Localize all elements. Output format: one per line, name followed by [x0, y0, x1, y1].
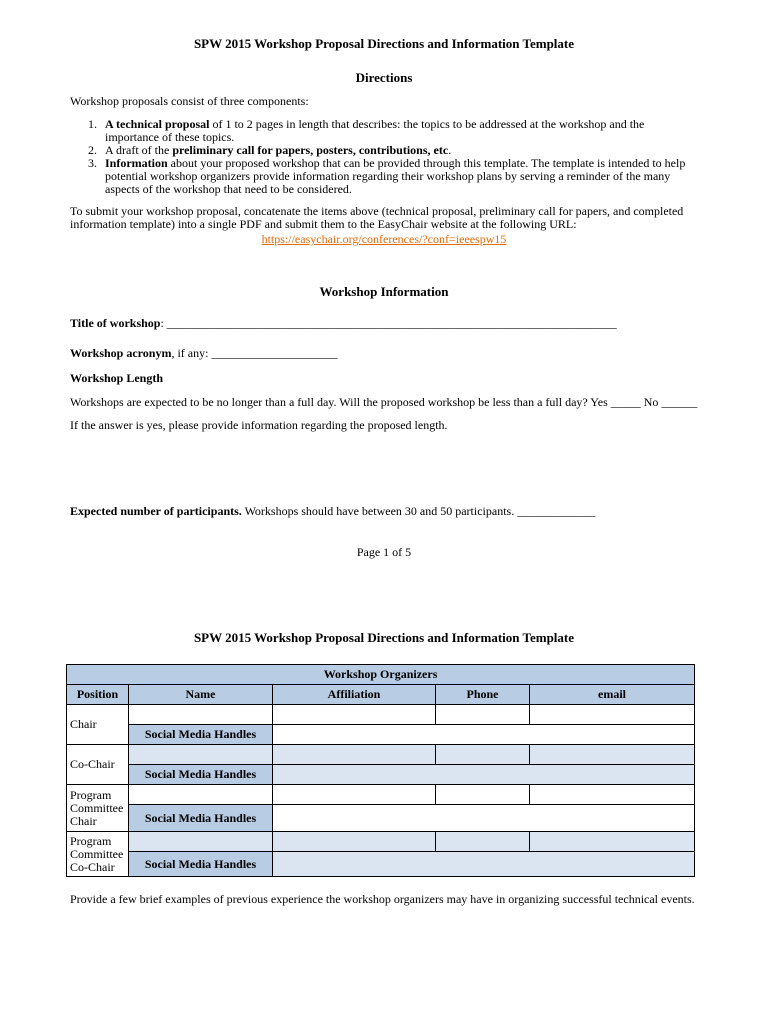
position-cell: Co-Chair	[67, 745, 129, 785]
components-list	[88, 118, 700, 196]
title-field[interactable]	[70, 317, 700, 330]
phone-cell[interactable]	[436, 832, 530, 852]
affiliation-cell[interactable]	[273, 785, 436, 805]
title-blank[interactable]: : ___________________________________________________________________________	[160, 316, 617, 330]
email-cell[interactable]	[530, 832, 695, 852]
participants-label: Expected number of participants.	[70, 504, 242, 518]
social-media-cell[interactable]	[273, 725, 695, 745]
directions-intro: Workshop proposals consist of three components:	[70, 94, 309, 108]
table-row	[67, 805, 695, 832]
list-item-text: of 1 to 2 pages in length that describes: the topics to be addressed at the workshop and the importance of these topics.	[105, 117, 645, 144]
length-heading: Workshop Length	[70, 371, 164, 385]
table-row	[67, 832, 695, 852]
email-cell[interactable]	[530, 705, 695, 725]
acronym-field[interactable]	[70, 347, 700, 360]
header-email: email	[530, 685, 695, 705]
position-cell: Chair	[67, 705, 129, 745]
table-row	[67, 705, 695, 725]
phone-cell[interactable]	[436, 785, 530, 805]
affiliation-cell[interactable]	[273, 832, 436, 852]
email-cell[interactable]	[530, 785, 695, 805]
list-item-text: about your proposed workshop that can be provided through this template. The template is intended to help potential workshop organizers provide information regarding their workshop plans by serving a reminder of the many aspects of the workshop that need to be considered.	[105, 156, 686, 196]
table-row	[67, 852, 695, 877]
workshop-info-heading: Workshop Information	[319, 284, 449, 299]
list-number: 1.	[88, 117, 97, 131]
easychair-link[interactable]: https://easychair.org/conferences/?conf=ieeespw15	[261, 232, 507, 246]
affiliation-cell[interactable]	[273, 705, 436, 725]
name-cell[interactable]	[129, 705, 273, 725]
list-item	[88, 157, 700, 196]
header-affiliation: Affiliation	[273, 685, 436, 705]
page2-title: SPW 2015 Workshop Proposal Directions and Information Template	[193, 630, 575, 645]
position-cell: Program Committee Co-Chair	[67, 832, 129, 877]
list-item-text: A draft of the	[105, 143, 173, 157]
organizers-table	[66, 664, 695, 877]
social-media-label: Social Media Handles	[129, 805, 273, 832]
table-row	[67, 765, 695, 785]
participants-text[interactable]: Workshops should have between 30 and 50 participants. _____________	[241, 504, 596, 518]
social-media-label: Social Media Handles	[129, 852, 273, 877]
document-title: SPW 2015 Workshop Proposal Directions and Information Template	[193, 36, 575, 51]
name-cell[interactable]	[129, 832, 273, 852]
position-cell: Program Committee Chair	[67, 785, 129, 832]
phone-cell[interactable]	[436, 705, 530, 725]
acronym-blank[interactable]: , if any: _____________________	[171, 346, 338, 360]
header-position: Position	[67, 685, 129, 705]
table-row	[67, 725, 695, 745]
social-media-label: Social Media Handles	[129, 765, 273, 785]
page-number: Page 1 of 5	[356, 545, 412, 559]
header-name: Name	[129, 685, 273, 705]
table-row	[67, 745, 695, 765]
social-media-cell[interactable]	[273, 765, 695, 785]
length-question[interactable]: Workshops are expected to be no longer than a full day. Will the proposed workshop be less than a full day? Yes _____ No ______	[70, 395, 698, 409]
title-label: Title of workshop	[70, 316, 161, 330]
length-followup: If the answer is yes, please provide information regarding the proposed length.	[70, 418, 448, 432]
directions-heading: Directions	[355, 70, 413, 85]
experience-prompt: Provide a few brief examples of previous experience the workshop organizers may have in organizing successful technical events.	[70, 892, 695, 906]
list-number: 2.	[88, 143, 97, 157]
list-item-text: .	[448, 143, 452, 157]
table-row	[67, 785, 695, 805]
name-cell[interactable]	[129, 785, 273, 805]
table-caption: Workshop Organizers	[67, 665, 695, 685]
acronym-label: Workshop acronym	[70, 346, 172, 360]
social-media-cell[interactable]	[273, 805, 695, 832]
affiliation-cell[interactable]	[273, 745, 436, 765]
header-phone: Phone	[436, 685, 530, 705]
list-item-bold: preliminary call for papers, posters, contributions, etc	[172, 143, 449, 157]
list-number: 3.	[88, 156, 97, 170]
phone-cell[interactable]	[436, 745, 530, 765]
list-item-bold: Information	[105, 156, 168, 170]
name-cell[interactable]	[129, 745, 273, 765]
email-cell[interactable]	[530, 745, 695, 765]
submit-instructions: To submit your workshop proposal, concatenate the items above (technical proposal, preliminary call for papers, and completed information template) into a single PDF and submit them to the EasyChair website at the following URL:	[70, 204, 684, 231]
list-item	[88, 118, 700, 144]
social-media-label: Social Media Handles	[129, 725, 273, 745]
participants-field[interactable]	[70, 505, 700, 518]
list-item-bold: A technical proposal	[105, 117, 210, 131]
social-media-cell[interactable]	[273, 852, 695, 877]
